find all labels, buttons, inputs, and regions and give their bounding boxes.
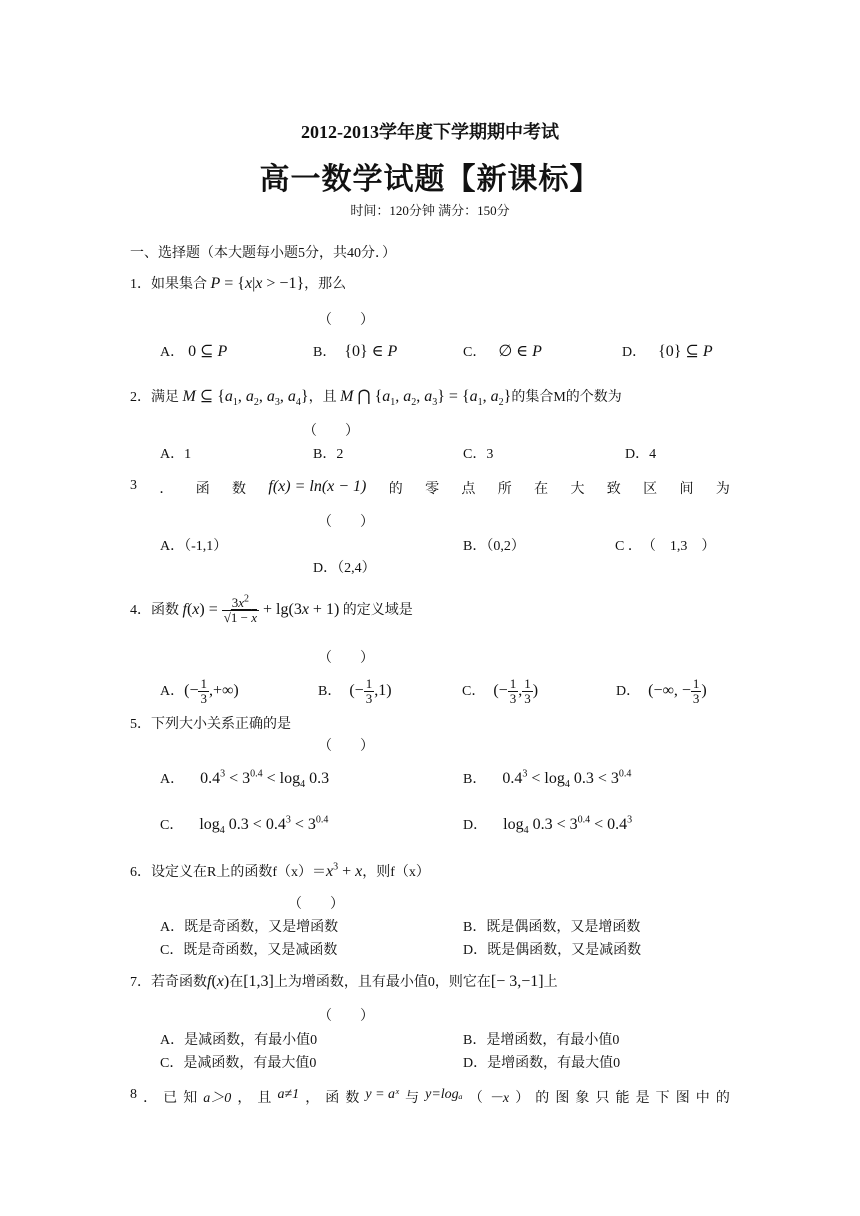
q7-option-b: B．是增函数，有最小值0	[463, 1033, 620, 1048]
answer-blank: （ ）	[318, 1009, 374, 1024]
q2-option-c: C．3	[463, 447, 494, 462]
q4-option-a: A．(− $\frac{1}{3}$ ,+∞)	[160, 676, 239, 707]
q1-option-d: D． {0} ⊆ P	[622, 343, 713, 360]
q2-option-a: A．1	[160, 447, 192, 462]
section-heading: 一、选择题（本大题每小题5分，共40分．）	[130, 246, 396, 261]
question-1: 1．如果集合 P = {x|x > −1}，那么	[130, 275, 347, 292]
answer-blank: （ ）	[318, 515, 374, 530]
q4-fraction: $\frac{3x^2}{√1 - x}$	[223, 593, 258, 626]
question-4: 4．函数 f(x) = $\frac{3x^2}{√1 - x}$ + lg(3x + 1) 的定义域是	[130, 593, 413, 626]
q5-option-c: C． $\log_4 0.3 < 0.4^3 < 3^{0.4}$	[160, 814, 329, 837]
q5-option-a: A． $0.4^3 < 3^{0.4} < \log_4 0.3$	[160, 768, 330, 791]
question-3: 3 ． 函 数 f(x) = ln(x − 1) 的 零 点 所 在 大 致 区 间 为	[130, 478, 730, 497]
q2-option-d: D．4	[625, 447, 657, 462]
q4-option-c: C． (− $\frac{1}{3}$ , $\frac{1}{3}$ )	[462, 676, 539, 707]
exam-main-title: 高一数学试题【新课标】	[259, 163, 601, 196]
q7-option-a: A．是减函数，有最小值0	[160, 1033, 318, 1048]
question-7: 7．若奇函数f(x)在[1,3]上为增函数，且有最小值0，则它在[− 3,−1]上	[130, 973, 558, 990]
q4-option-d: D． (−∞, − $\frac{1}{3}$ )	[616, 676, 707, 707]
q3-option-b: B．（0,2）	[463, 539, 525, 554]
q3-option-d: D．（2,4）	[313, 561, 376, 576]
q6-option-a: A．既是奇函数，又是增函数	[160, 920, 339, 935]
q3-option-c: C ． （ 1,3 ）	[615, 539, 716, 554]
answer-blank: （ ）	[318, 651, 374, 666]
q5-option-d: D． $\log_4 0.3 < 3^{0.4} < 0.4^3$	[463, 814, 633, 837]
q6-option-b: B．既是偶函数，又是增函数	[463, 920, 641, 935]
q1-option-a: A． 0 ⊆ P	[160, 343, 228, 360]
answer-blank: （ ）	[318, 739, 374, 754]
answer-blank: （ ）	[318, 313, 374, 328]
q7-option-d: D．是增函数，有最大值0	[463, 1056, 621, 1071]
question-2: 2．满足 M ⊆ {$a_1$, $a_2$, $a_3$, $a_4$}，且 M ⋂ {$a_1$, $a_2$, $a_3\} = \{a_1$, $a_2$}的集合M的个数为	[130, 388, 622, 409]
q1-option-c: C． ∅ ∈ P	[463, 343, 542, 360]
answer-blank: （ ）	[288, 897, 344, 912]
q2-option-b: B．2	[313, 447, 344, 462]
question-6: 6．设定义在R上的函数$f(x)=x^3 + x$，则f（x）	[130, 861, 430, 880]
q1-set-expression: P = {x|x > −1}	[210, 275, 305, 292]
question-8: 8 ． 已 知 a＞0 ， 且 a≠1 ， 函 数 y = aˣ 与 y=logₐ （ －x ） 的 图 象 只 能 是 下 图 中 的	[130, 1087, 730, 1106]
exam-year-title: 2012-2013学年度下学期期中考试	[301, 122, 559, 142]
q6-option-d: D．既是偶函数，又是减函数	[463, 943, 642, 958]
q7-option-c: C．是减函数，有最大值0	[160, 1056, 317, 1071]
q5-option-b: B． $0.4^3 < \log_4 0.3 < 3^{0.4}$	[463, 768, 632, 791]
answer-blank: （ ）	[303, 424, 359, 439]
q4-option-b: B． (− $\frac{1}{3}$ ,1)	[318, 676, 392, 707]
q1-option-b: B． {0} ∈ P	[313, 343, 398, 360]
time-score-line: 时间：120分钟 满分：150分	[350, 203, 510, 218]
q3-option-a: A．（-1,1）	[160, 539, 228, 554]
q6-option-c: C．既是奇函数，又是减函数	[160, 943, 338, 958]
question-5: 5．下列大小关系正确的是	[130, 717, 291, 732]
